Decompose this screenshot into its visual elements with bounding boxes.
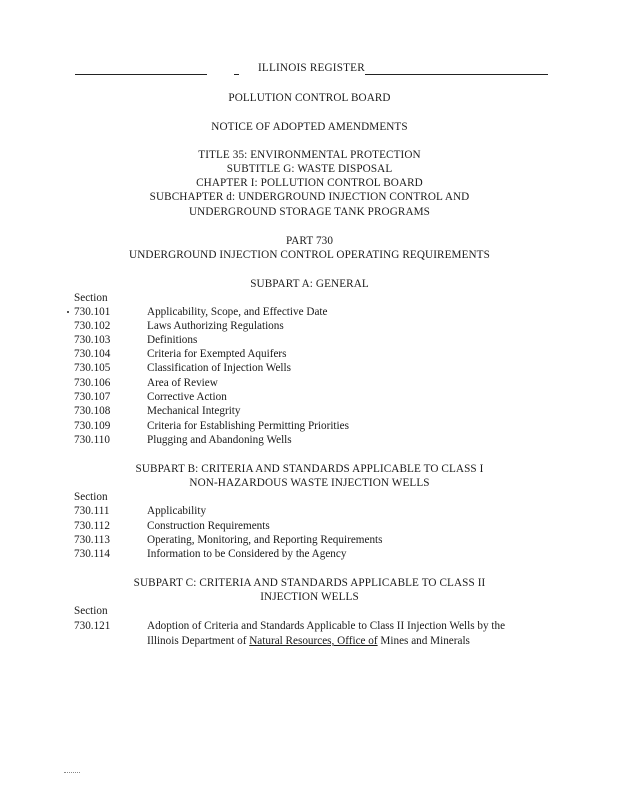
section-number: 730.105 — [74, 362, 111, 374]
subpart-b-heading-cont: NON-HAZARDOUS WASTE INJECTION WELLS — [189, 477, 430, 489]
section-title: Applicability, Scope, and Effective Date — [147, 306, 328, 318]
toc-row[interactable] — [74, 534, 544, 548]
underlined-amendment: Natural Resources, Office of — [249, 635, 378, 647]
toc-row[interactable] — [74, 362, 544, 376]
section-title: Criteria for Exempted Aquifers — [147, 348, 287, 360]
toc-row[interactable] — [74, 548, 544, 562]
register-header — [75, 62, 548, 78]
section-number: 730.104 — [74, 348, 111, 360]
section-title: Mechanical Integrity — [147, 405, 241, 417]
scan-artifact — [64, 772, 80, 773]
section-title: Definitions — [147, 334, 198, 346]
toc-row[interactable] — [74, 391, 544, 405]
section-label: Section — [74, 292, 108, 304]
title-text: Illinois Department of — [147, 635, 250, 647]
scan-artifact — [67, 311, 69, 313]
section-title: Classification of Injection Wells — [147, 362, 291, 374]
title-heading: TITLE 35: ENVIRONMENTAL PROTECTION — [198, 149, 421, 161]
subpart-a-heading: SUBPART A: GENERAL — [250, 278, 369, 290]
header-rule-left — [75, 74, 207, 75]
toc-row[interactable] — [74, 405, 544, 419]
section-title: Operating, Monitoring, and Reporting Requirements — [147, 534, 383, 546]
part-number: PART 730 — [285, 235, 334, 247]
subtitle-heading: SUBTITLE G: WASTE DISPOSAL — [226, 163, 393, 175]
section-label: Section — [74, 605, 108, 617]
toc-row[interactable] — [74, 505, 544, 519]
section-title: Laws Authorizing Regulations — [147, 320, 284, 332]
section-title-cont — [147, 635, 470, 647]
section-number: 730.114 — [74, 548, 110, 560]
toc-row[interactable] — [74, 520, 544, 534]
section-title: Area of Review — [147, 377, 218, 389]
section-number: 730.111 — [74, 505, 110, 517]
subchapter-heading: SUBCHAPTER d: UNDERGROUND INJECTION CONTROL AND — [149, 191, 470, 203]
agency-name: POLLUTION CONTROL BOARD — [228, 92, 391, 104]
toc-row[interactable] — [74, 306, 544, 320]
toc-row[interactable] — [74, 434, 544, 448]
header-rule-right — [365, 74, 548, 75]
subpart-c-heading: SUBPART C: CRITERIA AND STANDARDS APPLICABLE TO CLASS II — [133, 577, 486, 589]
notice-title: NOTICE OF ADOPTED AMENDMENTS — [211, 121, 408, 133]
section-number: 730.110 — [74, 434, 110, 446]
subpart-b-heading: SUBPART B: CRITERIA AND STANDARDS APPLICABLE TO CLASS I — [135, 463, 484, 475]
section-title: Information to be Considered by the Agency — [147, 548, 347, 560]
section-title: Criteria for Establishing Permitting Priorities — [147, 420, 349, 432]
section-number: 730.108 — [74, 405, 111, 417]
section-title: Plugging and Abandoning Wells — [147, 434, 292, 446]
toc-row[interactable] — [74, 348, 544, 362]
section-number: 730.109 — [74, 420, 111, 432]
part-title: UNDERGROUND INJECTION CONTROL OPERATING REQUIREMENTS — [129, 249, 490, 261]
subpart-c-heading-cont: INJECTION WELLS — [260, 591, 359, 603]
section-title: Corrective Action — [147, 391, 227, 403]
title-text: Mines and Minerals — [377, 635, 470, 647]
section-number: 730.101 — [74, 306, 111, 318]
section-number: 730.103 — [74, 334, 111, 346]
toc-row[interactable] — [74, 377, 544, 391]
section-number: 730.121 — [74, 620, 111, 632]
register-title: ILLINOIS REGISTER — [258, 62, 365, 74]
subchapter-heading-cont: UNDERGROUND STORAGE TANK PROGRAMS — [189, 206, 430, 218]
chapter-heading: CHAPTER I: POLLUTION CONTROL BOARD — [196, 177, 423, 189]
section-number: 730.106 — [74, 377, 111, 389]
section-title: Construction Requirements — [147, 520, 270, 532]
section-number: 730.107 — [74, 391, 111, 403]
section-number: 730.112 — [74, 520, 110, 532]
header-rule-tick — [234, 74, 239, 75]
toc-row[interactable] — [74, 420, 544, 434]
section-number: 730.113 — [74, 534, 110, 546]
section-title: Applicability — [147, 505, 207, 517]
toc-row[interactable] — [74, 334, 544, 348]
section-title: Adoption of Criteria and Standards Applicable to Class II Injection Wells by the — [147, 620, 506, 632]
toc-row[interactable] — [74, 320, 544, 334]
toc-row[interactable] — [74, 620, 544, 650]
section-label: Section — [74, 491, 108, 503]
section-number: 730.102 — [74, 320, 111, 332]
